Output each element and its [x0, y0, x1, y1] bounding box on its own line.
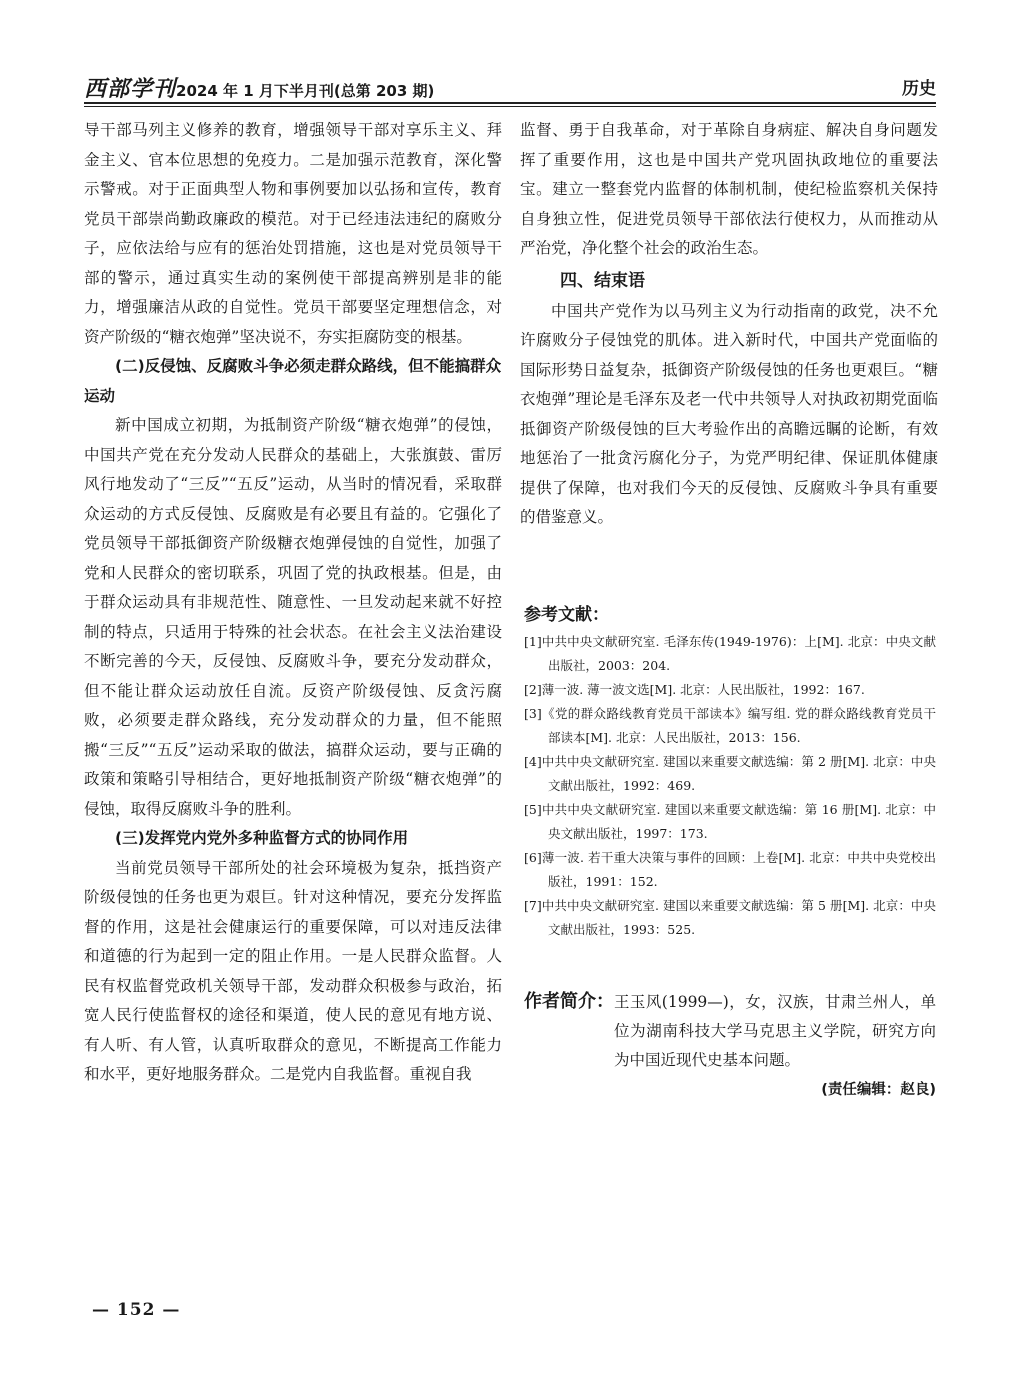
responsible-editor: (责任编辑：赵良): [821, 1082, 936, 1098]
reference-item: [4]中共中央文献研究室. 建国以来重要文献选编：第 2 册[M]. 北京：中央文献出版社，1992：469.: [524, 754, 936, 793]
header-rule-thick: [84, 102, 936, 104]
reference-item: [1]中共中央文献研究室. 毛泽东传(1949-1976)：上[M]. 北京：中央文献出版社，2003：204.: [524, 634, 936, 673]
subsection-heading: (二)反侵蚀、反腐败斗争必须走群众路线，但不能搞群众运动: [84, 357, 502, 405]
reference-item: [5]中共中央文献研究室. 建国以来重要文献选编：第 16 册[M]. 北京：中央文献出版社，1997：173.: [524, 802, 936, 841]
paragraph: 导干部马列主义修养的教育，增强领导干部对享乐主义、拜金主义、官本位思想的免疫力。二是加强示范教育，深化警示警戒。对于正面典型人物和事例要加以弘扬和宣传，教育党员干部崇尚勤政廉政的模范。对于已经违法违纪的腐败分子，应依法给与应有的惩治处罚措施，这也是对党员领导干部的警示，通过真实生动的案例使干部提高辨别是非的能力，增强廉洁从政的自觉性。党员干部要坚定理想信念，对资产阶级的“糖衣炮弹”坚决说不，夯实拒腐防变的根基。: [84, 121, 502, 346]
page-number: — 152 —: [92, 1300, 181, 1320]
section-label: 历史: [902, 79, 936, 99]
paragraph: 当前党员领导干部所处的社会环境极为复杂，抵挡资产阶级侵蚀的任务也更为艰巨。针对这种情况，要充分发挥监督的作用，这是社会健康运行的重要保障，可以对违反法律和道德的行为起到一定的阻止作用。一是人民群众监督。人民有权监督党政机关领导干部，发动群众积极参与政治，拓宽人民行使监督权的途径和渠道，使人民的意见有地方说、有人听、有人管，认真听取群众的意见，不断提高工作能力和水平，更好地服务群众。二是党内自我监督。重视自我: [84, 858, 502, 1083]
issue-info: 2024 年 1 月下半月刊(总第 203 期): [176, 82, 435, 100]
reference-item: [2]薄一波. 薄一波文选[M]. 北京：人民出版社，1992：167.: [524, 682, 865, 697]
page-header: [84, 72, 936, 102]
subsection-heading: (三)发挥党内党外多种监督方式的协同作用: [115, 829, 409, 847]
reference-item: [3]《党的群众路线教育党员干部读本》编写组. 党的群众路线教育党员干部读本[M]. 北京：人民出版社，2013：156.: [524, 706, 936, 745]
reference-item: [7]中共中央文献研究室. 建国以来重要文献选编：第 5 册[M]. 北京：中央文献出版社，1993：525.: [524, 898, 936, 937]
paragraph: 中国共产党作为以马列主义为行动指南的政党，决不允许腐败分子侵蚀党的肌体。进入新时代，中国共产党面临的国际形势日益复杂，抵御资产阶级侵蚀的任务也更艰巨。“糖衣炮弹”理论是毛泽东及老一代中共领导人对执政初期党面临抵御资产阶级侵蚀的巨大考验作出的高瞻远瞩的论断，有效地惩治了一批贪污腐化分子，为党严明纪律、保证肌体健康提供了保障，也对我们今天的反侵蚀、反腐败斗争具有重要的借鉴意义。: [520, 301, 938, 526]
masthead: [84, 72, 434, 103]
paragraph: 监督、勇于自我革命，对于革除自身病症、解决自身问题发挥了重要作用，这也是中国共产党巩固执政地位的重要法宝。建立一整套党内监督的体制机制，使纪检监察机关保持自身独立性，促进党员领导干部依法行使权力，从而推动从严治党，净化整个社会的政治生态。: [520, 121, 938, 257]
journal-logo: 西部学刊: [84, 76, 177, 102]
author-text: 王玉风(1999—)，女，汉族，甘肃兰州人，单位为湖南科技大学马克思主义学院，研究方向为中国近现代史基本问题。: [614, 993, 936, 1069]
paragraph: 新中国成立初期，为抵制资产阶级“糖衣炮弹”的侵蚀，中国共产党在充分发动人民群众的基础上，大张旗鼓、雷厉风行地发动了“三反”“五反”运动，从当时的情况看，采取群众运动的方式反侵蚀、反腐败是有必要且有益的。它强化了党员领导干部抵御资产阶级糖衣炮弹侵蚀的自觉性，加强了党和人民群众的密切联系，巩固了党的执政根基。但是，由于群众运动具有非规范性、随意性、一旦发动起来就不好控制的特点，只适用于特殊的社会状态。在社会主义法治建设不断完善的今天，反侵蚀、反腐败斗争，要充分发动群众，但不能让群众运动放任自流。反资产阶级侵蚀、反贪污腐败，必须要走群众路线，充分发动群众的力量，但不能照搬“三反”“五反”运动采取的做法，搞群众运动，要与正确的政策和策略引导相结合，更好地抵制资产阶级“糖衣炮弹”的侵蚀，取得反腐败斗争的胜利。: [84, 416, 502, 818]
reference-item: [6]薄一波. 若干重大决策与事件的回顾：上卷[M]. 北京：中共中央党校出版社，1991：152.: [524, 850, 936, 889]
right-column: [520, 116, 938, 533]
references-title: 参考文献：: [524, 605, 609, 625]
header-rule-thin: [84, 106, 936, 107]
left-column: [84, 116, 502, 1090]
section-heading: 四、结束语: [560, 270, 645, 291]
author-bio: [524, 988, 936, 1075]
author-label: 作者简介：: [524, 991, 614, 1012]
references-list: [524, 630, 936, 942]
